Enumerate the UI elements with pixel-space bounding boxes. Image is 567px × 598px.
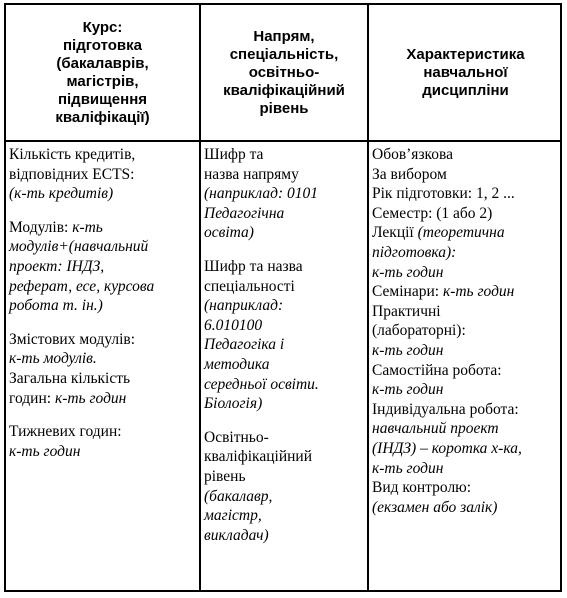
cell-text-line xyxy=(372,380,559,400)
text-segment: Шифр та xyxy=(204,146,264,163)
text-segment: (теоретична xyxy=(417,224,505,242)
text-segment: кваліфікаційний xyxy=(204,448,313,466)
text-segment: Лекції xyxy=(372,224,418,242)
text-segment: Рік підготовки: 1, 2 ... xyxy=(372,185,515,203)
header-line: Напрям, xyxy=(253,27,315,45)
cell-text-line xyxy=(372,302,559,322)
cell-text-line xyxy=(9,184,196,204)
cell-text-line xyxy=(204,447,364,467)
header-line: магістрів, xyxy=(66,72,139,90)
cell-text-line xyxy=(9,349,196,369)
cell-text-line xyxy=(204,204,364,224)
cell-text-line xyxy=(204,394,364,414)
header-line: дисципліни xyxy=(422,81,509,99)
cell-text-line xyxy=(9,218,196,238)
text-segment: Практичні xyxy=(372,302,441,320)
text-segment: Педагогіка і xyxy=(204,336,285,354)
cell-text-line xyxy=(204,316,364,336)
spacer xyxy=(9,316,196,330)
cell-direction-info xyxy=(201,143,367,547)
cell-text-line xyxy=(204,467,364,487)
text-segment: к-ть годин xyxy=(372,341,444,359)
header-line: кваліфікації) xyxy=(55,108,150,126)
cell-text-line xyxy=(9,442,196,462)
cell-text-line xyxy=(204,145,364,165)
cell-text-line xyxy=(372,400,559,420)
text-segment: к-ть годин xyxy=(372,459,444,477)
cell-text-line xyxy=(9,257,196,277)
header-line: підвищення xyxy=(57,90,148,108)
cell-text-line xyxy=(9,330,196,350)
cell-text-line xyxy=(372,282,559,302)
header-line: (бакалаврів, xyxy=(56,54,149,72)
cell-text-line xyxy=(372,459,559,479)
cell-text-line xyxy=(204,277,364,297)
cell-text-line xyxy=(372,204,559,224)
text-segment: к-ть годин xyxy=(442,283,515,301)
cell-text-line xyxy=(9,165,196,185)
cell-text-line xyxy=(372,263,559,283)
text-segment: викладач) xyxy=(204,526,269,544)
text-segment: к-ть годин xyxy=(372,381,444,399)
cell-text-line xyxy=(9,296,196,316)
cell-text-line xyxy=(204,184,364,204)
course-table xyxy=(4,3,562,592)
text-segment: годин: xyxy=(9,389,55,407)
text-segment: назва напряму xyxy=(204,165,299,183)
text-segment: рівень xyxy=(204,467,246,485)
spacer xyxy=(9,408,196,422)
cell-text-line xyxy=(9,422,196,442)
text-segment: к-ть xyxy=(72,218,103,236)
text-segment: Тижневих годин: xyxy=(9,423,122,441)
cell-text-line xyxy=(204,296,364,316)
text-segment: (ІНДЗ) – коротка х-ка, xyxy=(372,439,522,457)
text-segment: Семестр: (1 або 2) xyxy=(372,204,493,222)
text-segment: проект: ІНДЗ, xyxy=(9,257,105,275)
cell-text-line xyxy=(372,223,559,243)
text-segment: підготовка): xyxy=(372,243,457,261)
header-line: спеціальність, xyxy=(229,45,339,63)
text-segment: к-ть годин xyxy=(9,442,81,460)
cell-text-line xyxy=(372,498,559,518)
text-segment: Шифр та назва xyxy=(204,257,303,275)
text-segment: (екзамен або залік) xyxy=(372,498,498,516)
text-segment: (наприклад: 0101 xyxy=(204,185,318,203)
cell-text-line xyxy=(204,526,364,546)
text-segment: модулів+(навчальний xyxy=(9,238,149,256)
text-segment: магістр, xyxy=(204,507,262,525)
spacer xyxy=(204,414,364,428)
header-divider xyxy=(6,140,560,142)
text-segment: навчальний проект xyxy=(372,420,499,438)
text-segment: освіта) xyxy=(204,224,254,242)
header-line: освітньо- xyxy=(248,63,320,81)
text-segment: (наприклад: xyxy=(204,297,284,315)
text-segment: 6.010100 xyxy=(204,316,263,334)
text-segment: Змістових модулів: xyxy=(9,330,136,348)
cell-text-line xyxy=(204,428,364,448)
header-discipline xyxy=(369,5,562,140)
text-segment: Кількість кредитів, xyxy=(9,146,136,163)
header-line: навчальної xyxy=(423,63,508,81)
text-segment: Освітньо- xyxy=(204,428,269,446)
text-segment: Індивідуальна робота: xyxy=(372,400,519,418)
text-segment: спеціальності xyxy=(204,277,295,295)
text-segment: Біологія) xyxy=(204,395,263,413)
text-segment: (бакалавр, xyxy=(204,487,273,505)
spacer xyxy=(9,204,196,218)
header-course xyxy=(6,5,199,140)
header-direction xyxy=(201,5,367,140)
cell-text-line xyxy=(204,223,364,243)
cell-text-line xyxy=(9,369,196,389)
text-segment: За вибором xyxy=(372,165,447,183)
text-segment: к-ть годин xyxy=(372,263,444,281)
cell-text-line xyxy=(372,419,559,439)
text-segment: Самостійна робота: xyxy=(372,361,502,379)
cell-text-line xyxy=(204,506,364,526)
text-segment: Загальна кількість xyxy=(9,369,131,387)
text-segment: відповідних ECTS: xyxy=(9,165,135,183)
cell-text-line xyxy=(372,439,559,459)
cell-text-line xyxy=(372,361,559,381)
cell-text-line xyxy=(372,184,559,204)
text-segment: Семінари: xyxy=(372,283,443,301)
cell-text-line xyxy=(9,277,196,297)
header-line: Курс: xyxy=(82,18,123,36)
text-segment: Обов’язкова xyxy=(372,146,454,163)
cell-course-info xyxy=(6,143,199,463)
cell-text-line xyxy=(372,145,559,165)
cell-text-line xyxy=(9,145,196,165)
cell-text-line xyxy=(372,243,559,263)
text-segment: к-ть годин xyxy=(54,389,127,407)
text-segment: (лабораторні): xyxy=(372,322,466,340)
cell-text-line xyxy=(372,165,559,185)
text-segment: реферат, есе, курсова xyxy=(9,277,155,295)
text-segment: Вид контролю: xyxy=(372,479,472,497)
text-segment: Модулів: xyxy=(9,218,73,236)
cell-text-line xyxy=(372,321,559,341)
cell-text-line xyxy=(9,237,196,257)
header-line: рівень xyxy=(259,99,309,117)
header-line: Характеристика xyxy=(406,45,525,63)
text-segment: Педагогічна xyxy=(204,204,285,222)
spacer xyxy=(204,243,364,257)
text-segment: методика xyxy=(204,355,270,373)
cell-discipline-info xyxy=(369,143,562,519)
cell-text-line xyxy=(9,389,196,409)
cell-text-line xyxy=(204,487,364,507)
header-line: підготовка xyxy=(63,36,142,54)
text-segment: робота т. ін.) xyxy=(9,297,103,315)
text-segment: (к-ть кредитів) xyxy=(9,185,114,203)
cell-text-line xyxy=(372,478,559,498)
header-line: кваліфікаційний xyxy=(223,81,345,99)
cell-text-line xyxy=(204,335,364,355)
cell-text-line xyxy=(204,375,364,395)
cell-text-line xyxy=(372,341,559,361)
cell-text-line xyxy=(204,165,364,185)
cell-text-line xyxy=(204,257,364,277)
cell-text-line xyxy=(204,355,364,375)
text-segment: середньої освіти. xyxy=(204,375,319,393)
text-segment: к-ть модулів. xyxy=(9,350,97,368)
